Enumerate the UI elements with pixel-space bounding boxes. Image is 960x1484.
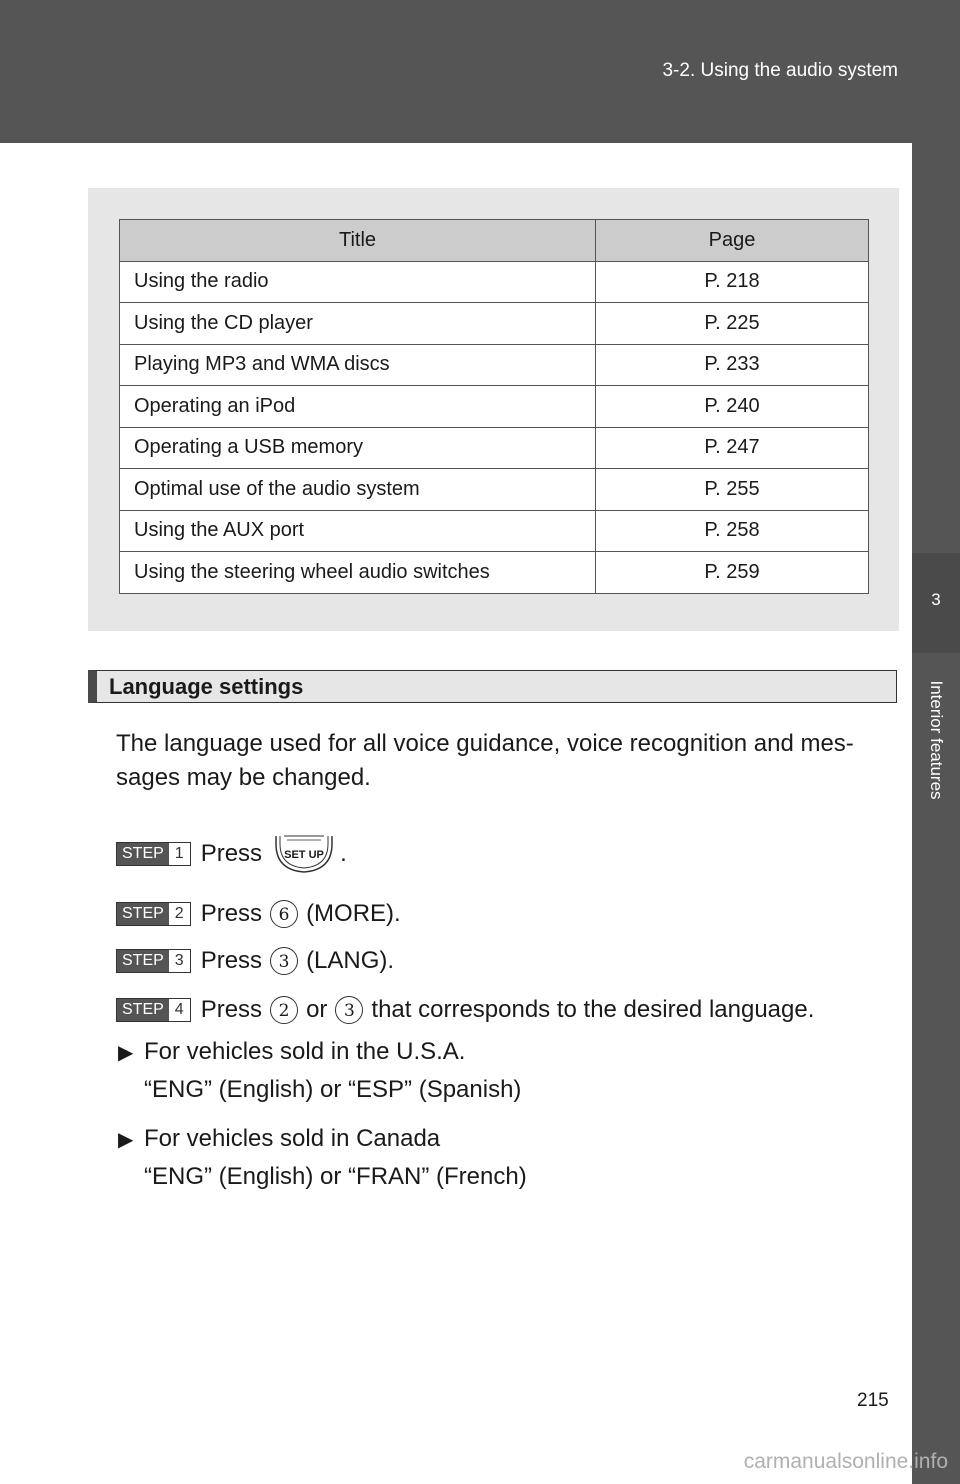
arrow-right-icon: ▶ <box>118 1042 134 1064</box>
row-page: P. 259 <box>596 552 869 594</box>
table-row <box>120 510 869 552</box>
step-3 <box>116 946 394 976</box>
step-4 <box>116 995 814 1025</box>
table-row <box>120 261 869 303</box>
table-row <box>120 552 869 594</box>
preset-key-3-icon: 3 <box>270 947 298 975</box>
row-title: Using the AUX port <box>120 510 596 552</box>
row-title: Playing MP3 and WMA discs <box>120 344 596 386</box>
table-row <box>120 386 869 428</box>
note-canada <box>118 1124 440 1155</box>
column-header-title: Title <box>120 220 596 262</box>
row-page: P. 218 <box>596 261 869 303</box>
note-usa <box>118 1037 465 1068</box>
preset-key-2-icon: 2 <box>270 996 298 1024</box>
preset-key-6-icon: 6 <box>270 900 298 928</box>
row-title: Using the radio <box>120 261 596 303</box>
step-badge-label: STEP <box>117 903 169 925</box>
step-text-or: or <box>306 996 328 1023</box>
contents-table <box>119 219 869 594</box>
step-text-end: (MORE). <box>306 900 401 927</box>
row-page: P. 225 <box>596 303 869 345</box>
step-2 <box>116 899 401 929</box>
section-breadcrumb: 3-2. Using the audio system <box>662 60 898 81</box>
side-tab-background <box>912 143 960 553</box>
contents-panel <box>88 188 899 631</box>
note-detail: “ENG” (English) or “ESP” (Spanish) <box>144 1076 522 1103</box>
step-badge <box>116 842 191 866</box>
chapter-number: 3 <box>931 590 941 609</box>
preset-key-3-icon: 3 <box>335 996 363 1024</box>
step-badge-number: 1 <box>169 843 190 865</box>
step-text-end: . <box>340 840 347 867</box>
step-badge-label: STEP <box>117 999 169 1021</box>
table-row <box>120 344 869 386</box>
step-text: Press <box>200 840 263 867</box>
row-title: Operating a USB memory <box>120 427 596 469</box>
step-badge <box>116 998 191 1022</box>
watermark: carmanualsonline.info <box>743 1450 948 1473</box>
step-badge-number: 2 <box>169 903 190 925</box>
column-header-page: Page <box>596 220 869 262</box>
step-1 <box>116 832 347 876</box>
table-row <box>120 303 869 345</box>
row-page: P. 240 <box>596 386 869 428</box>
note-heading: For vehicles sold in Canada <box>144 1125 441 1152</box>
row-page: P. 258 <box>596 510 869 552</box>
step-badge-number: 3 <box>169 950 190 972</box>
table-row <box>120 427 869 469</box>
chapter-label: Interior features <box>927 680 946 800</box>
intro-paragraph <box>116 727 898 795</box>
section-heading-bar <box>88 670 897 703</box>
page-number: 215 <box>857 1390 889 1411</box>
step-badge-label: STEP <box>117 950 169 972</box>
step-text-end: (LANG). <box>306 947 395 974</box>
header-bar <box>0 0 960 143</box>
row-title: Operating an iPod <box>120 386 596 428</box>
note-detail: “ENG” (English) or “FRAN” (French) <box>144 1163 527 1190</box>
setup-button-icon <box>270 832 338 876</box>
row-page: P. 247 <box>596 427 869 469</box>
step-badge-label: STEP <box>117 843 169 865</box>
step-text-end: that corresponds to the desired language. <box>371 996 815 1023</box>
section-heading: Language settings <box>109 674 304 699</box>
step-text: Press <box>200 996 263 1023</box>
step-text: Press <box>200 947 263 974</box>
row-page: P. 255 <box>596 469 869 511</box>
intro-line: The language used for all voice guidance, voice recognition and mes- <box>116 730 854 757</box>
table-row <box>120 469 869 511</box>
row-title: Using the steering wheel audio switches <box>120 552 596 594</box>
step-badge <box>116 902 191 926</box>
step-badge-number: 4 <box>169 999 190 1021</box>
row-page: P. 233 <box>596 344 869 386</box>
step-text: Press <box>200 900 263 927</box>
note-heading: For vehicles sold in the U.S.A. <box>144 1038 466 1065</box>
row-title: Optimal use of the audio system <box>120 469 596 511</box>
intro-line: sages may be changed. <box>116 764 371 791</box>
arrow-right-icon: ▶ <box>118 1129 134 1151</box>
step-badge <box>116 949 191 973</box>
setup-button-label: SET UP <box>284 849 324 861</box>
table-header-row <box>120 220 869 262</box>
row-title: Using the CD player <box>120 303 596 345</box>
